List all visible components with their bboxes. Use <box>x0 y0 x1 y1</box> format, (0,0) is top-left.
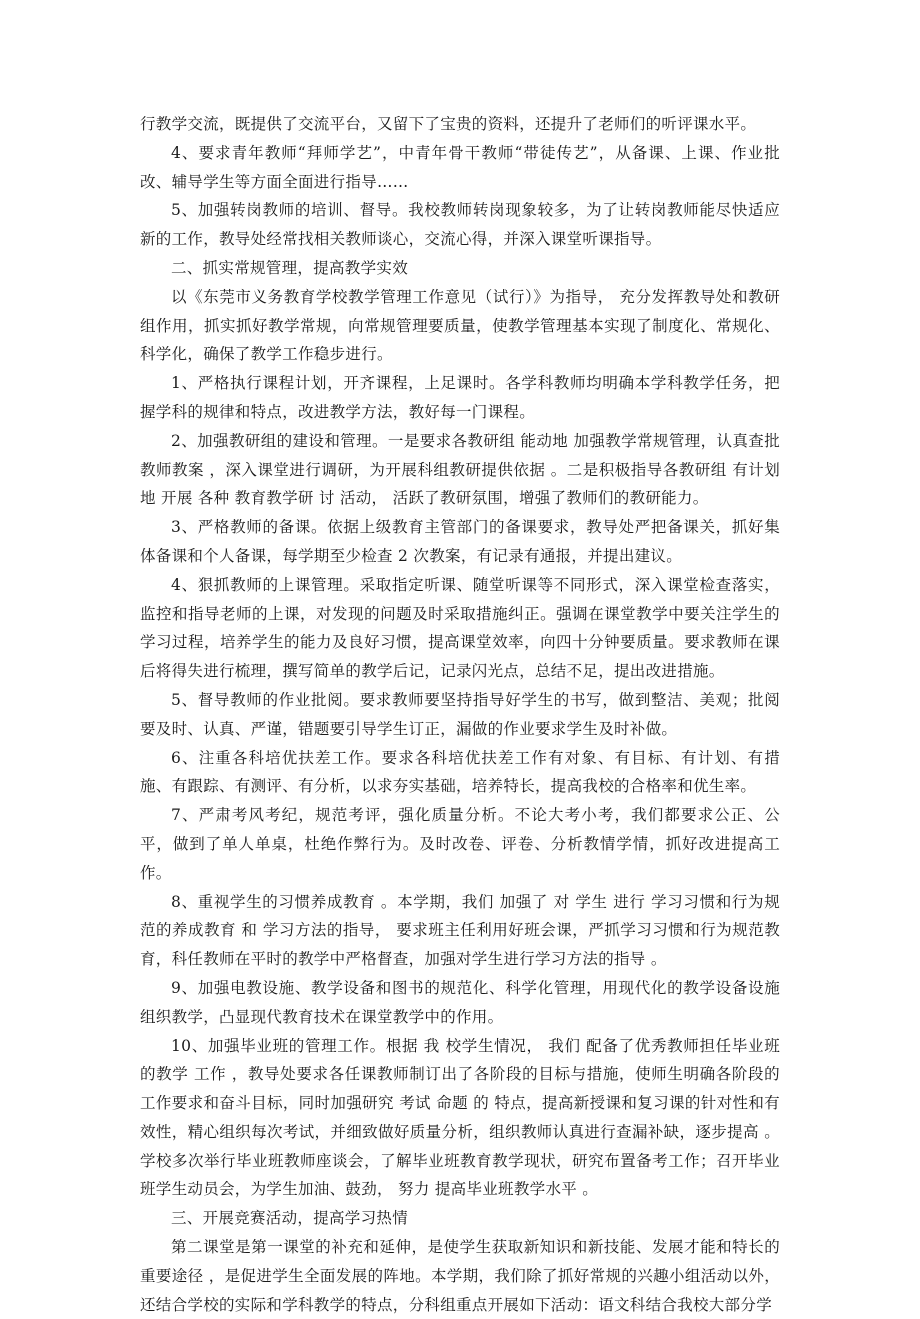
paragraph: 3、严格教师的备课。依据上级教育主管部门的备课要求，教导处严把备课关，抓好集体备课和个人备课，每学期至少检查 2 次教案，有记录有通报，并提出建议。 <box>140 518 780 565</box>
paragraph: 第二课堂是第一课堂的补充和延伸，是使学生获取新知识和新技能、发展才能和特长的重要途径 ，是促进学生全面发展的阵地。本学期，我们除了抓好常规的兴趣小组活动以外，还结合学校的实际和学科教学的特点，分科组重点开展如下活动：语文科结合我校大部分学 <box>140 1238 780 1314</box>
document-body <box>140 110 780 1319</box>
section-heading: 三、开展竞赛活动，提高学习热情 <box>171 1209 409 1228</box>
paragraph: 4、要求青年教师“拜师学艺”，中青年骨干教师“带徒传艺”，从备课、上课、作业批改、辅导学生等方面全面进行指导…… <box>140 143 780 191</box>
section-heading: 二、抓实常规管理，提高教学实效 <box>171 258 409 277</box>
paragraph: 9、加强电教设施、教学设备和图书的规范化、科学化管理，用现代化的教学设备设施组织教学，凸显现代教育技术在课堂教学中的作用。 <box>140 978 780 1026</box>
paragraph: 8、重视学生的习惯养成教育 。本学期，我们 加强了 对 学生 进行 学习习惯和行为规范的养成教育 和 学习方法的指导， 要求班主任利用好班会课，严抓学习习惯和行为规范教育，科任教师在平时的教学中严格督查，加强对学生进行学习方法的指导 。 <box>140 892 780 969</box>
paragraph: 10、加强毕业班的管理工作。根据 我 校学生情况， 我们 配备了优秀教师担任毕业班的教学 工作 ，教导处要求各任课教师制订出了各阶段的目标与措施，使师生明确各阶段的工作要求和奋斗目标，同时加强研究 考试 命题 的 特点，提高新授课和复习课的针对性和有效性，精心组织每次考试，并细致做好质量分析，组织教师认真进行查漏补缺，逐步提高 。学校多次举行毕业班教师座谈会，了解毕业班教育教学现状，研究布置备考工作；召开毕业班学生动员会，为学生加油、鼓劲， 努力 提高毕业班教学水平 。 <box>140 1036 780 1199</box>
paragraph: 以《东莞市义务教育学校教学管理工作意见（试行）》为指导， 充分发挥教导处和教研组作用，抓实抓好教学常规，向常规管理要质量，使教学管理基本实现了制度化、常规化、科学化，确保了教学工作稳步进行。 <box>140 287 780 364</box>
paragraph: 2、加强教研组的建设和管理。一是要求各教研组 能动地 加强教学常规管理，认真查批教师教案 ，深入课堂进行调研，为开展科组教研提供依据 。二是积极指导各教研组 有计划地 开展 各种 教育教学研 讨 活动， 活跃了教研氛围，增强了教师们的教研能力。 <box>140 431 780 508</box>
paragraph: 4、狠抓教师的上课管理。采取指定听课、随堂听课等不同形式，深入课堂检查落实，监控和指导老师的上课，对发现的问题及时采取措施纠正。强调在课堂教学中要关注学生的学习过程，培养学生的能力及良好习惯，提高课堂效率，向四十分钟要质量。要求教师在课后将得失进行梳理，撰写简单的教学后记，记录闪光点，总结不足，提出改进措施。 <box>140 575 780 681</box>
paragraph: 7、严肃考风考纪，规范考评，强化质量分析。不论大考小考，我们都要求公正、公平，做到了单人单桌，杜绝作弊行为。及时改卷、评卷、分析教情学情，抓好改进提高工作。 <box>140 806 780 882</box>
paragraph: 5、督导教师的作业批阅。要求教师要坚持指导好学生的书写，做到整洁、美观；批阅要及时、认真、严谨，错题要引导学生订正，漏做的作业要求学生及时补做。 <box>140 690 780 738</box>
paragraph: 1、严格执行课程计划，开齐课程，上足课时。各学科教师均明确本学科教学任务，把握学科的规律和特点，改进教学方法，教好每一门课程。 <box>140 374 780 421</box>
paragraph: 6、注重各科培优扶差工作。要求各科培优扶差工作有对象、有目标、有计划、有措施、有跟踪、有测评、有分析，以求夯实基础，培养特长，提高我校的合格率和优生率。 <box>140 748 780 796</box>
paragraph: 行教学交流，既提供了交流平台，又留下了宝贵的资料，还提升了老师们的听评课水平。 <box>140 115 757 133</box>
paragraph: 5、加强转岗教师的培训、督导。我校教师转岗现象较多，为了让转岗教师能尽快适应新的工作，教导处经常找相关教师谈心，交流心得，并深入课堂听课指导。 <box>140 201 780 249</box>
